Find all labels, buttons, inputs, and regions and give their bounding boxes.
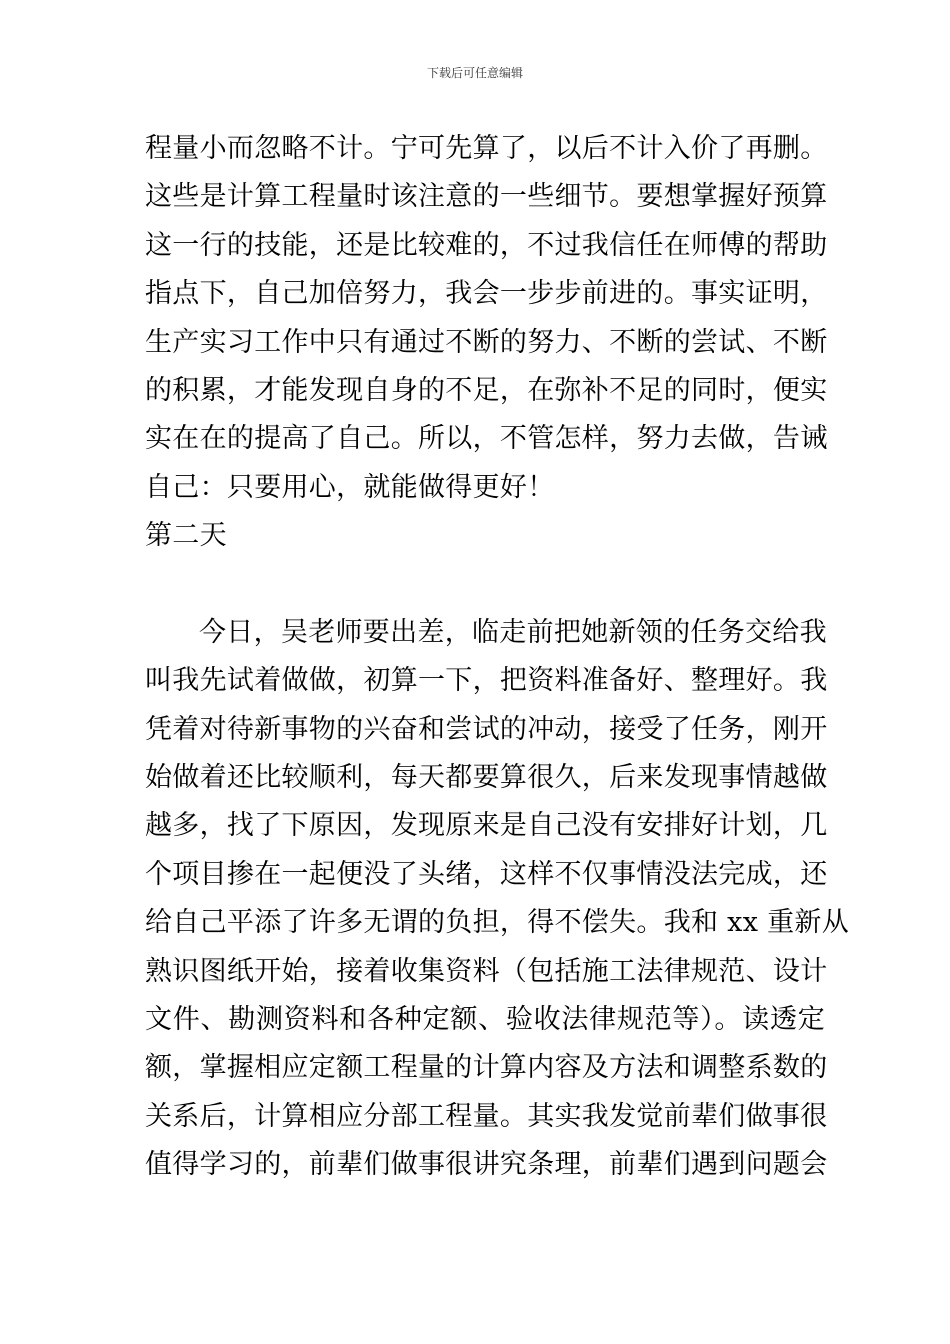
paragraph-line: 越多，找了下原因，发现原来是自己没有安排好计划，几 <box>145 810 828 842</box>
paragraph-line: 今日，吴老师要出差，临走前把她新领的任务交给我 <box>199 616 827 648</box>
paragraph-line: 叫我先试着做做，初算一下，把资料准备好、整理好。我 <box>145 665 828 697</box>
paragraph-line: 值得学习的，前辈们做事很讲究条理，前辈们遇到问题会 <box>145 1149 828 1181</box>
document-body <box>145 125 850 1190</box>
paragraph-line: 实在在的提高了自己。所以，不管怎样，努力去做，告诫 <box>145 423 828 455</box>
paragraph-line: 额，掌握相应定额工程量的计算内容及方法和调整系数的 <box>145 1052 828 1084</box>
paragraph-line: 生产实习工作中只有通过不断的努力、不断的尝试、不断 <box>145 326 828 358</box>
paragraph-line: 指点下，自己加倍努力，我会一步步前进的。事实证明， <box>145 278 828 310</box>
paragraph-line: 给自己平添了许多无谓的负担，得不偿失。我和 xx 重新从 <box>145 907 850 939</box>
paragraph-line: 熟识图纸开始，接着收集资料（包括施工法律规范、设计 <box>145 955 828 987</box>
paragraph-line: 个项目掺在一起便没了头绪，这样不仅事情没法完成，还 <box>145 858 828 890</box>
paragraph-line: 这一行的技能，还是比较难的，不过我信任在师傅的帮助 <box>145 229 828 261</box>
paragraph-line: 自己：只要用心，就能做得更好！ <box>145 471 555 503</box>
paragraph-line: 文件、勘测资料和各种定额、验收法律规范等）。读透定 <box>145 1004 825 1036</box>
paragraph-line: 程量小而忽略不计。宁可先算了，以后不计入价了再删。 <box>145 133 828 164</box>
page-header: 下载后可任意编辑 <box>426 66 523 80</box>
paragraph-line: 凭着对待新事物的兴奋和尝试的冲动，接受了任务，刚开 <box>145 713 828 745</box>
section-heading: 第二天 <box>145 520 227 552</box>
paragraph-line: 的积累，才能发现自身的不足，在弥补不足的同时，便实 <box>145 374 828 406</box>
paragraph-line: 始做着还比较顺利，每天都要算很久，后来发现事情越做 <box>145 762 828 794</box>
paragraph-line: 关系后，计算相应分部工程量。其实我发觉前辈们做事很 <box>145 1100 828 1132</box>
blank-line <box>145 561 825 609</box>
paragraph-line: 这些是计算工程量时该注意的一些细节。要想掌握好预算 <box>145 181 828 213</box>
